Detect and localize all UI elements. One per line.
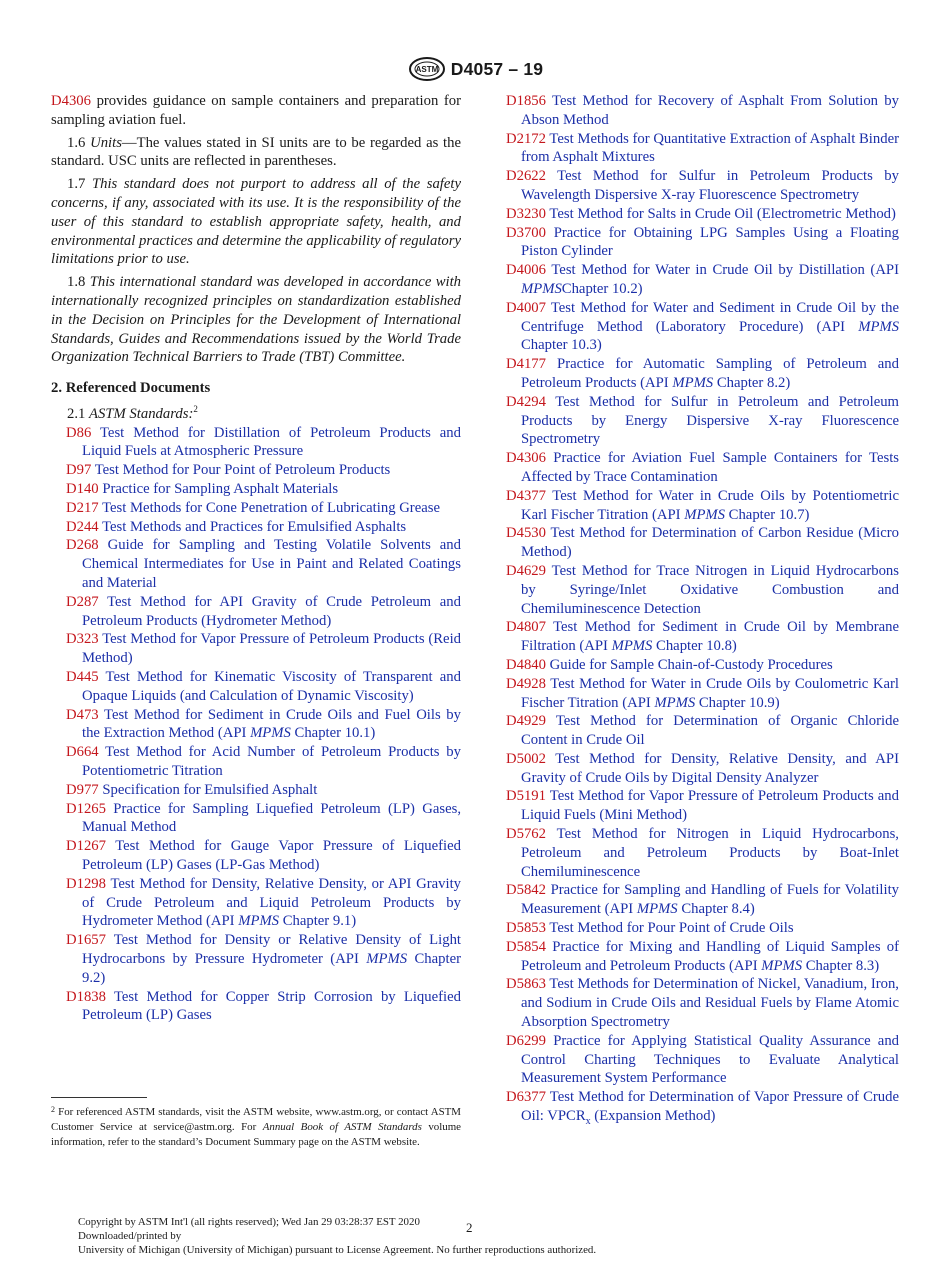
- reference-code[interactable]: D5863: [506, 976, 546, 993]
- mpms-italic: MPMS: [672, 374, 714, 391]
- paragraph-1-7: [51, 175, 461, 269]
- reference-title-subscript: x: [585, 1115, 591, 1127]
- reference-title[interactable]: [521, 450, 899, 485]
- reference-title[interactable]: [521, 882, 899, 917]
- footer-license: University of Michigan (University of Michigan) pursuant to License Agreement. No further reproductions authorized.: [78, 1244, 597, 1257]
- subsection-title: ASTM Standards:: [89, 405, 194, 422]
- reference-code[interactable]: D5762: [506, 826, 546, 843]
- reference-title-text: Test Method for Water in Crude Oils by Potentiometric Karl Fischer Titration (API MPMS Chapter 10.7): [521, 487, 899, 523]
- mpms-italic: MPMS: [684, 506, 725, 523]
- reference-code[interactable]: D6299: [506, 1032, 546, 1049]
- reference-title-text: Test Method for Copper Strip Corrosion by Liquefied Petroleum (LP) Gases: [82, 988, 461, 1024]
- reference-title[interactable]: [82, 594, 461, 629]
- reference-title-text: Test Method for Determination of Organic Chloride Content in Crude Oil: [521, 713, 899, 749]
- reference-item: [506, 562, 899, 618]
- reference-code[interactable]: D4929: [506, 713, 546, 730]
- reference-code[interactable]: D1267: [66, 838, 106, 855]
- reference-title[interactable]: [95, 462, 391, 478]
- reference-title-text: Guide for Sample Chain-of-Custody Procedures: [549, 656, 833, 673]
- subsection-number: 2.1: [67, 405, 86, 422]
- reference-title[interactable]: [521, 563, 899, 617]
- paragraph-label: Units: [90, 134, 122, 151]
- reference-title[interactable]: [521, 131, 899, 166]
- reference-title[interactable]: [521, 394, 899, 448]
- reference-code[interactable]: D977: [66, 781, 99, 798]
- reference-title-text: Test Methods for Cone Penetration of Lubricating Grease: [102, 499, 440, 516]
- reference-title-text: Test Method for Vapor Pressure of Petroleum Products and Liquid Fuels (Mini Method): [521, 788, 899, 824]
- reference-code[interactable]: D2172: [506, 130, 546, 147]
- reference-item: [51, 668, 461, 706]
- reference-item: [51, 461, 461, 480]
- document-designation: D4057 – 19: [450, 58, 544, 79]
- reference-code[interactable]: D6377: [506, 1089, 546, 1106]
- reference-title-text: Test Method for Gauge Vapor Pressure of Liquefied Petroleum (LP) Gases (LP-Gas Method): [82, 838, 461, 873]
- reference-title-text: Test Method for Determination of Vapor Pressure of Crude Oil: VPCR: [521, 1089, 899, 1125]
- reference-title-text: Test Methods and Practices for Emulsified Asphalts: [102, 518, 407, 535]
- reference-item: [506, 675, 899, 713]
- reference-title[interactable]: [102, 782, 317, 798]
- reference-title-text: Test Method for Distillation of Petroleum Products and Liquid Fuels at Atmospheric Pressure: [82, 424, 461, 460]
- reference-title[interactable]: [521, 225, 899, 260]
- reference-code[interactable]: D4306: [506, 450, 546, 467]
- reference-code[interactable]: D244: [66, 518, 99, 535]
- reference-code[interactable]: D1265: [66, 800, 106, 817]
- reference-title[interactable]: [521, 168, 899, 203]
- reference-item: [51, 499, 461, 518]
- reference-item: [506, 1032, 899, 1088]
- reference-title[interactable]: [82, 838, 461, 873]
- reference-title[interactable]: [82, 876, 461, 930]
- reference-title[interactable]: [82, 707, 461, 742]
- reference-title[interactable]: [102, 481, 338, 497]
- reference-title[interactable]: [82, 932, 461, 986]
- paragraph-number: 1.8: [67, 274, 86, 291]
- reference-title-text: Test Method for Trace Nitrogen in Liquid Hydrocarbons by Syringe/Inlet Oxidative Combustion and Chemiluminescence Detection: [521, 562, 899, 617]
- reference-title[interactable]: [521, 751, 899, 786]
- reference-item: [506, 224, 899, 262]
- reference-code[interactable]: D4006: [506, 262, 546, 279]
- reference-title-text: Test Method for Acid Number of Petroleum Products by Potentiometric Titration: [82, 744, 461, 779]
- reference-title[interactable]: [549, 920, 793, 936]
- reference-code[interactable]: D97: [66, 462, 92, 479]
- mpms-italic: MPMS: [250, 725, 291, 742]
- paragraph-1-5: [51, 92, 461, 130]
- reference-code[interactable]: D1657: [66, 932, 106, 949]
- astm-logo: [407, 57, 447, 81]
- reference-title[interactable]: [82, 801, 461, 836]
- reference-title-text: Test Method for Kinematic Viscosity of Transparent and Opaque Liquids (and Calculation of Dynamic Viscosity): [82, 669, 461, 704]
- reference-title-text: Practice for Sampling Asphalt Materials: [102, 481, 339, 498]
- reference-title[interactable]: [521, 1033, 899, 1087]
- reference-item: [51, 781, 461, 800]
- footnote: [51, 1103, 461, 1149]
- reference-code[interactable]: D4377: [506, 487, 546, 504]
- mpms-italic: MPMS: [521, 280, 562, 297]
- reference-title[interactable]: [521, 713, 899, 748]
- reference-title[interactable]: [102, 519, 406, 535]
- reference-title[interactable]: [521, 356, 899, 391]
- paragraph-text: This standard does not purport to address all of the safety concerns, if any, associated with its use. It is the responsibility of the user of this standard to establish appropriate safety, health, and environmental practices and determine the applicability of regulatory limitations prior to use.: [51, 176, 461, 268]
- reference-title[interactable]: [82, 631, 461, 666]
- reference-title[interactable]: [82, 537, 461, 591]
- reference-title[interactable]: [102, 500, 440, 516]
- reference-title[interactable]: [550, 657, 833, 673]
- reference-code[interactable]: D5854: [506, 938, 546, 955]
- reference-code[interactable]: D4007: [506, 299, 546, 316]
- reference-title[interactable]: [549, 206, 896, 222]
- reference-item: [506, 1088, 899, 1132]
- reference-title-suffix: (Expansion Method): [590, 1108, 716, 1125]
- reference-item: [506, 449, 899, 487]
- reference-code[interactable]: D445: [66, 669, 99, 685]
- left-column: [51, 92, 461, 1025]
- right-column: [506, 92, 899, 1132]
- paragraph-text: This international standard was developed in accordance with internationally recognized principles on standardization established in the Decision on Principles for the Development of International Standards, Guides and Recommendations issued by the World Trade Organization Technical Barriers to Trade (TBT) Committee.: [51, 274, 461, 366]
- reference-item: [506, 787, 899, 825]
- reference-code[interactable]: D1856: [506, 93, 546, 109]
- reference-code[interactable]: D5853: [506, 920, 546, 937]
- reference-item: [51, 743, 461, 781]
- mpms-italic: MPMS: [654, 694, 696, 711]
- mpms-italic: MPMS: [858, 318, 899, 335]
- reference-title-text: Test Method for Recovery of Asphalt From Solution by Abson Method: [521, 93, 899, 128]
- reference-title[interactable]: [521, 93, 899, 128]
- reference-title[interactable]: [521, 300, 899, 354]
- reference-item: [51, 875, 461, 931]
- reference-code[interactable]: D5191: [506, 788, 546, 805]
- mpms-italic: MPMS: [611, 638, 653, 655]
- paragraph-text: —The values stated in SI units are to be regarded as the standard. USC units are reflected in parentheses.: [51, 134, 462, 170]
- reference-title-text: Practice for Sampling Liquefied Petroleum (LP) Gases, Manual Method: [82, 800, 461, 836]
- reference-code[interactable]: D4530: [506, 525, 546, 542]
- reference-title-text: Test Method for Water and Sediment in Crude Oil by the Centrifuge Method (Laboratory Procedure) (API MPMS Chapter 10.3): [521, 299, 899, 354]
- page-header: [0, 56, 950, 82]
- reference-title-text: Test Method for Density, Relative Density, and API Gravity of Crude Oils by Digital Density Analyzer: [521, 750, 899, 786]
- reference-title[interactable]: [521, 788, 899, 823]
- reference-title-text: Practice for Aviation Fuel Sample Containers for Tests Affected by Trace Contamination: [521, 450, 900, 485]
- reference-item: [506, 92, 899, 130]
- reference-code[interactable]: D217: [66, 499, 99, 516]
- reference-item: [506, 712, 899, 750]
- reference-title-text: Test Method for Density or Relative Density of Light Hydrocarbons by Pressure Hydrometer (API MPMS Chapter 9.2): [82, 932, 461, 986]
- reference-item: [51, 593, 461, 631]
- paragraph-1-6: [51, 134, 461, 172]
- reference-title[interactable]: [521, 525, 899, 560]
- reference-code[interactable]: D4629: [506, 562, 546, 579]
- reference-title-text: Test Method for Vapor Pressure of Petroleum Products (Reid Method): [82, 631, 461, 667]
- reference-code[interactable]: D3700: [506, 224, 546, 241]
- logo-text: ASTM: [415, 65, 439, 74]
- reference-item: [506, 750, 899, 788]
- reference-item: [51, 518, 461, 537]
- reference-title-text: Test Method for Water in Crude Oil by Distillation (API MPMSChapter 10.2): [521, 262, 899, 297]
- reference-item: [51, 630, 461, 668]
- reference-title-text: Guide for Sampling and Testing Volatile Solvents and Chemical Intermediates for Use in Paint and Related Coatings and Material: [82, 537, 461, 592]
- reference-title-text: Test Method for Determination of Carbon Residue (Micro Method): [521, 525, 899, 561]
- reference-item: [51, 837, 461, 875]
- reference-item: [506, 299, 899, 355]
- reference-item: [51, 536, 461, 592]
- reference-item: [51, 424, 461, 462]
- reference-item: [51, 988, 461, 1026]
- reference-title-text: Test Method for Nitrogen in Liquid Hydrocarbons, Petroleum and Petroleum Products by Boat-Inlet Chemiluminescence: [521, 826, 899, 880]
- reference-code[interactable]: D1838: [66, 988, 106, 1005]
- reference-code[interactable]: D5842: [506, 882, 546, 899]
- reference-item: [506, 205, 899, 224]
- reference-code[interactable]: D4928: [506, 675, 546, 692]
- reference-item: [506, 618, 899, 656]
- reference-title-text: Practice for Automatic Sampling of Petroleum and Petroleum Products (API MPMS Chapter 8.2): [521, 356, 899, 391]
- reference-item: [51, 706, 461, 744]
- subsection-heading: [51, 400, 461, 424]
- reference-item: [506, 355, 899, 393]
- reference-code[interactable]: D2622: [506, 168, 546, 185]
- reference-title[interactable]: [521, 939, 899, 974]
- reference-title-text: Practice for Mixing and Handling of Liquid Samples of Petroleum and Petroleum Products (API MPMS Chapter 8.3): [521, 938, 900, 974]
- reference-code[interactable]: D664: [66, 744, 99, 761]
- paragraph-1-8: [51, 273, 461, 367]
- section-title: 2. Referenced Documents: [51, 380, 211, 397]
- reference-title-text: Test Method for Sulfur in Petroleum and Petroleum Products by Energy Dispersive X-ray Fluorescence Spectrometry: [521, 393, 899, 448]
- reference-title-text: Test Methods for Determination of Nickel, Vanadium, Iron, and Sodium in Crude Oils and Residual Fuels by Flame Atomic Absorption Spectrometry: [521, 976, 899, 1031]
- reference-title-text: Test Method for Water in Crude Oils by Coulometric Karl Fischer Titration (API MPMS Chapter 10.9): [521, 675, 899, 711]
- reference-code[interactable]: D86: [66, 424, 92, 441]
- reference-code[interactable]: D3230: [506, 205, 546, 222]
- footer-downloaded: Downloaded/printed by: [78, 1230, 182, 1243]
- reference-item: [506, 938, 899, 976]
- footnote-divider: [51, 1097, 147, 1098]
- reference-title[interactable]: [82, 669, 461, 704]
- reference-title-text: Specification for Emulsified Asphalt: [102, 781, 318, 798]
- paragraph-number: 1.7: [67, 176, 86, 193]
- reference-code[interactable]: D4840: [506, 656, 546, 673]
- reference-item: [51, 800, 461, 838]
- reference-title[interactable]: [82, 989, 461, 1024]
- footnote-italic: Annual Book of ASTM Standards: [262, 1120, 422, 1133]
- reference-item: [506, 487, 899, 525]
- mpms-italic: MPMS: [636, 901, 678, 918]
- reference-code[interactable]: D4807: [506, 619, 546, 636]
- reference-title[interactable]: [521, 1089, 899, 1127]
- reference-title[interactable]: [521, 676, 899, 711]
- reference-item: [506, 825, 899, 881]
- reference-list-left: [51, 424, 461, 1026]
- reference-item: [506, 167, 899, 205]
- reference-title[interactable]: [82, 744, 461, 779]
- reference-code[interactable]: D323: [66, 631, 99, 648]
- reference-code[interactable]: D4294: [506, 393, 546, 410]
- reference-item: [506, 261, 899, 299]
- reference-code[interactable]: D5002: [506, 750, 546, 767]
- reference-code[interactable]: D140: [66, 481, 99, 498]
- footnote-reference[interactable]: 2: [193, 403, 198, 414]
- reference-title-text: Practice for Applying Statistical Quality Assurance and Control Charting Techniques to Evaluate Analytical Measurement System Performance: [521, 1032, 900, 1087]
- reference-list-right: [506, 92, 899, 1132]
- reference-code[interactable]: D4306: [51, 93, 91, 109]
- reference-title-text: Practice for Obtaining LPG Samples Using a Floating Piston Cylinder: [521, 224, 899, 260]
- paragraph-number: 1.6: [67, 134, 86, 151]
- reference-title-text: Test Method for Sediment in Crude Oils and Fuel Oils by the Extraction Method (API MPMS Chapter 10.1): [82, 706, 461, 742]
- reference-title[interactable]: [521, 262, 899, 297]
- mpms-italic: MPMS: [238, 913, 280, 930]
- reference-item: [506, 130, 899, 168]
- reference-title-text: Test Method for Sediment in Crude Oil by Membrane Filtration (API MPMS Chapter 10.8): [521, 619, 899, 655]
- reference-item: [506, 881, 899, 919]
- reference-item: [506, 656, 899, 675]
- reference-title-text: Test Method for Pour Point of Crude Oils: [549, 920, 794, 937]
- mpms-italic: MPMS: [366, 950, 408, 967]
- reference-item: [51, 480, 461, 499]
- reference-item: [51, 931, 461, 987]
- page-footer: [78, 1215, 596, 1257]
- reference-title-text: Test Methods for Quantitative Extraction of Asphalt Binder from Asphalt Mixtures: [521, 130, 899, 166]
- footnote-text-b: volume information, refer to the standard’s Document Summary page on the ASTM website.: [51, 1120, 462, 1148]
- footnote-mark: 2: [51, 1105, 55, 1114]
- reference-title[interactable]: [521, 826, 899, 880]
- footnote-text: [51, 1106, 461, 1148]
- reference-item: [506, 919, 899, 938]
- reference-title-text: Test Method for Pour Point of Petroleum Products: [94, 462, 391, 479]
- reference-title[interactable]: [82, 425, 461, 460]
- reference-code[interactable]: D287: [66, 593, 99, 610]
- reference-item: [506, 393, 899, 449]
- page-number: 2: [466, 1220, 473, 1235]
- footer-copyright: Copyright by ASTM Int'l (all rights reserved); Wed Jan 29 03:28:37 EST 2020: [78, 1216, 420, 1228]
- reference-title[interactable]: [521, 488, 899, 523]
- paragraph-text: provides guidance on sample containers and preparation for sampling aviation fuel.: [51, 93, 462, 128]
- reference-title-text: Practice for Sampling and Handling of Fuels for Volatility Measurement (API MPMS Chapter 8.4): [521, 882, 900, 918]
- reference-title-text: Test Method for Salts in Crude Oil (Electrometric Method): [549, 205, 896, 222]
- reference-code[interactable]: D473: [66, 706, 99, 723]
- reference-item: [506, 524, 899, 562]
- reference-code[interactable]: D4177: [506, 356, 546, 373]
- reference-title-text: Test Method for API Gravity of Crude Petroleum and Petroleum Products (Hydrometer Method): [82, 593, 461, 629]
- reference-code[interactable]: D1298: [66, 875, 106, 892]
- reference-title-text: Test Method for Density, Relative Density, or API Gravity of Crude Petroleum and Liquid Petroleum Products by Hydrometer Method (API MPMS Chapter 9.1): [82, 875, 461, 930]
- reference-item: [506, 975, 899, 1031]
- reference-title[interactable]: [521, 976, 899, 1030]
- reference-title-text: Test Method for Sulfur in Petroleum Products by Wavelength Dispersive X-ray Fluorescence Spectrometry: [521, 168, 899, 203]
- reference-code[interactable]: D268: [66, 537, 99, 554]
- reference-title[interactable]: [521, 619, 899, 654]
- mpms-italic: MPMS: [761, 957, 803, 974]
- footnote-text-a: For referenced ASTM standards, visit the ASTM website, www.astm.org, or contact ASTM Customer Service at service@astm.org. For: [51, 1106, 461, 1133]
